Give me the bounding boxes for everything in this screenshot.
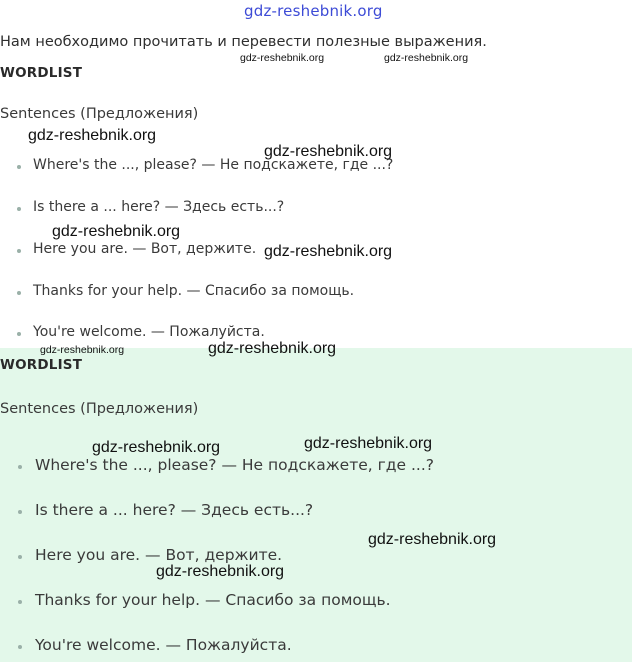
list-item: You're welcome. — Пожалуйста. <box>35 636 292 654</box>
list-item: Here you are. — Вот, держите. <box>33 241 257 257</box>
watermark: gdz-reshebnik.org <box>92 439 221 456</box>
list-item: You're welcome. — Пожалуйста. <box>33 324 265 340</box>
watermark: gdz-reshebnik.org <box>28 127 157 144</box>
list-item: Is there a ... here? — Здесь есть...? <box>35 501 314 519</box>
watermark: gdz-reshebnik.org <box>368 531 497 548</box>
bullet-icon <box>17 332 21 336</box>
list-item: Thanks for your help. — Спасибо за помощь. <box>35 591 391 609</box>
sentences-subheading: Sentences (Предложения) <box>0 106 199 122</box>
bullet-icon <box>18 555 22 559</box>
watermark: gdz-reshebnik.org <box>264 143 393 160</box>
bullet-icon <box>18 510 22 514</box>
bullet-icon <box>17 207 21 211</box>
site-title[interactable]: gdz-reshebnik.org <box>244 2 383 20</box>
bullet-icon <box>17 291 21 295</box>
bullet-icon <box>18 600 22 604</box>
bullet-icon <box>18 465 22 469</box>
bullet-icon <box>17 249 21 253</box>
list-item: Where's the ..., please? — Не подскажете, где ...? <box>33 157 394 173</box>
sentences-subheading: Sentences (Предложения) <box>0 401 199 417</box>
wordlist-heading: WORDLIST <box>0 357 83 373</box>
watermark: gdz-reshebnik.org <box>240 52 325 64</box>
watermark: gdz-reshebnik.org <box>264 243 393 260</box>
intro-text: Нам необходимо прочитать и перевести полезные выражения. <box>0 34 487 50</box>
watermark: gdz-reshebnik.org <box>208 340 337 357</box>
list-item: Where's the ..., please? — Не подскажете, где ...? <box>35 456 434 474</box>
bullet-icon <box>18 645 22 649</box>
watermark: gdz-reshebnik.org <box>156 563 285 580</box>
wordlist-heading: WORDLIST <box>0 65 83 81</box>
watermark: gdz-reshebnik.org <box>384 52 469 64</box>
watermark: gdz-reshebnik.org <box>304 435 433 452</box>
list-item: Is there a ... here? — Здесь есть...? <box>33 199 285 215</box>
bullet-icon <box>17 165 21 169</box>
watermark: gdz-reshebnik.org <box>52 223 181 240</box>
watermark: gdz-reshebnik.org <box>40 344 125 356</box>
list-item: Thanks for your help. — Спасибо за помощь. <box>33 283 355 299</box>
list-item: Here you are. — Вот, держите. <box>35 546 283 564</box>
